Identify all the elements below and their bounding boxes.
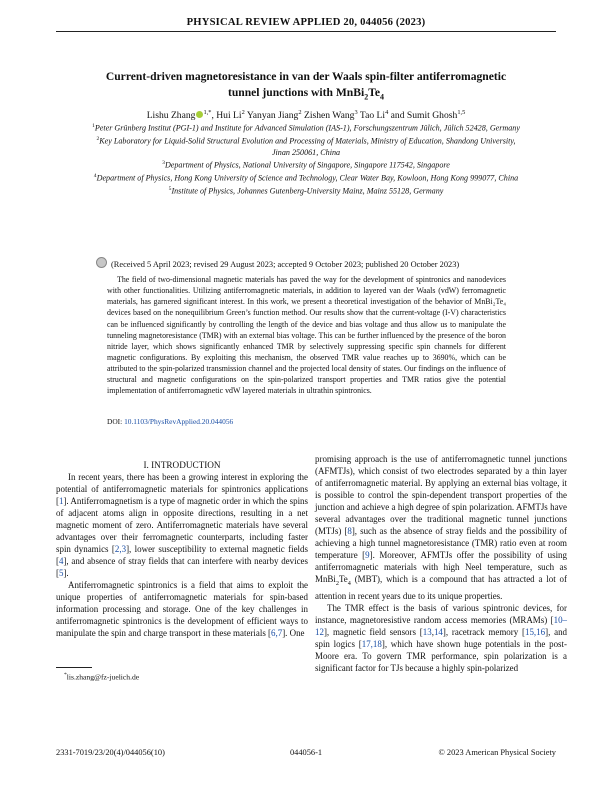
running-head: PHYSICAL REVIEW APPLIED 20, 044056 (2023) xyxy=(186,17,426,28)
citation-link[interactable]: 4 xyxy=(58,556,64,566)
citation-link[interactable]: 15,16 xyxy=(524,626,546,637)
doi-label: DOI: xyxy=(107,417,123,426)
left-column xyxy=(56,459,308,639)
citation-link[interactable]: 1 xyxy=(58,496,64,506)
paragraph: In recent years, there has been a growing interest in exploring the potential of antiferromagnetic materials for spintronics applications [1]. Antiferromagnetism is a type of magnetic order in which the spins of adjacent atoms align in opposite directions, resulting in a net magnetic moment of zero. Antiferromagnetic materials have several advantages over their ferromagnetic counterparts, including faster spin dynamics [2,3], lower susceptibility to external magnetic fields [4], and absence of stray fields that can interfere with nearby devices [5]. xyxy=(56,472,308,578)
corresponding-author-footnote: *lis.zhang@fz-juelich.de xyxy=(64,672,140,682)
publication-dates: (Received 5 April 2023; revised 29 August 2023; accepted 9 October 2023; published 20 October 2023) xyxy=(96,257,526,269)
citation-link[interactable]: 17,18 xyxy=(361,638,382,649)
citation-link[interactable]: 5 xyxy=(58,568,64,578)
right-column xyxy=(315,453,567,674)
footnote-rule xyxy=(56,667,92,668)
author: Yanyan Jiang$^2$ xyxy=(246,109,302,122)
title-line-2: tunnel junctions with $MnBi_2Te_4$ xyxy=(227,85,385,101)
citation-link[interactable]: 9 xyxy=(365,550,370,560)
footer-issn: 2331-7019/23/20(4)/044056(10) xyxy=(56,748,165,757)
author: Hui Li$^2$ xyxy=(216,109,245,122)
abstract: The field of two-dimensional magnetic materials has paved the way for the development of spintronics and nanodevices with other functionalities. Utilizing antiferromagnetic materials, in addition to layered van der Waals (vdW) ferromagnetic materials, has garnered significant interest. In this work, we present a theoretical investigation of the behavior of MnBi₂Te₄ devices based on the nonequilibrium Green’s function method. Our results show that the current-voltage (I-V) characteristics can be influenced significantly by controlling the length of the device and bias voltage and thus allow us to manipulate the tunneling magnetoresistance (TMR) with an external bias voltage. This can be further influenced by the presence of the boron nitride layer, which shows significantly enhanced TMR by selectively suppressing specific spin channels for different magnetic configurations. By exploiting this mechanism, the observed TMR value reaches up to 3690%, which can be attributed to the spin-polarized transmission channel and the projected local density of states. Our findings on the influence of structural and magnetic configurations on the spin-polarized transport properties and TMR ratios give the potential implementation of antiferromagnetic vdW layered materials in ultrathin spintronics. xyxy=(107,275,506,396)
doi-link[interactable]: 10.1103/PhysRevApplied.20.044056 xyxy=(124,417,234,426)
title-line-1: Current-driven magnetoresistance in van der Waals spin-filter antiferromagnetic xyxy=(105,70,507,83)
author: Sumit Ghosh$^{1,5}$ xyxy=(406,109,466,122)
author[interactable]: Lishu Zhang $^{1,*}$ xyxy=(146,109,212,122)
affiliation: $^2$Key Laboratory for Liquid-Solid Structural Evolution and Processing of Materials, Ministry of Education, Shandong University, Jinan 250061, China xyxy=(96,135,516,157)
footer-page-number: 044056-1 xyxy=(289,748,323,757)
crossmark-icon[interactable] xyxy=(96,257,107,268)
paragraph: The TMR effect is the basis of various spintronic devices, for instance, magnetoresistive random access memories (MRAMs) [10–12], magnetic field sensors [13,14], racetrack memory [15,16], and spin logics [17,18], which have shown huge potentials in the post-Moore era. To govern TMR performance, spin polarization is a significant factor for TJs because a highly spin-polarized xyxy=(315,602,568,673)
citation-link[interactable]: 14 xyxy=(433,626,443,637)
affiliation-list xyxy=(90,121,522,197)
author: Tao Li$^4$ xyxy=(359,109,389,122)
affiliation: $^5$Institute of Physics, Johannes Gutenberg-University Mainz, Mainz 55128, Germany xyxy=(168,185,444,196)
header-rule xyxy=(56,31,556,32)
citation-link[interactable]: 2,3 xyxy=(114,544,127,554)
section-heading: I. INTRODUCTION xyxy=(143,460,221,470)
affiliation: $^3$Department of Physics, National University of Singapore, Singapore 117542, Singapore xyxy=(162,159,450,170)
author: Zishen Wang$^3$ xyxy=(303,109,358,122)
footer-copyright: © 2023 American Physical Society xyxy=(438,748,556,757)
affiliation: $^1$Peter Grünberg Institut (PGI-1) and Institute for Advanced Simulation (IAS-1), Forschungszentrum Jülich, Jülich 52428, Germany xyxy=(92,123,520,133)
citation-link[interactable]: 13 xyxy=(422,626,432,637)
affiliation: $^4$Department of Physics, Hong Kong University of Science and Technology, Clear Water Bay, Kowloon, Hong Kong 999077, China xyxy=(93,172,519,183)
citation-link[interactable]: 10–12 xyxy=(315,614,567,637)
citation-link[interactable]: 8 xyxy=(347,526,352,536)
doi-line xyxy=(107,417,233,426)
citation-link[interactable]: 6,7 xyxy=(271,628,283,638)
paragraph: Antiferromagnetic spintronics is a field that aims to exploit the unique properties of antiferromagnetic materials for spin-based information processing and storage. One of the key challenges in antiferromagnetic spintronics is the development of efficient ways to manipulate the spin and charge transport in these materials [6,7]. One xyxy=(56,580,308,638)
paper-title xyxy=(80,69,532,105)
author-list: Lishu Zhang $^{1,*}$, Hui Li$^2$ Yanyan Jiang$^2$ Zishen Wang$^3$ Tao Li$^4$ and Sumit Ghosh$^{1,5}$ xyxy=(146,109,466,122)
paragraph: promising approach is the use of antiferromagnetic tunnel junctions (AFMTJs), which consist of two electrodes separated by a thin layer of antiferromagnetic material. By applying an external bias voltage, it is possible to control the spin-dependent transport properties of the junction and achieve a high degree of spin polarization. AFMTJs have several advantages over the traditional magnetic tunnel junctions (MTJs) [8], such as the absence of stray fields and the possibility of achieving a high tunnel magnetoresistance (TMR) ratio even at room temperature [9]. Moreover, AFMTJs offer the possibility of using antiferromagnetic materials with high Neel temperature, such as $MnBi_2Te_4$ (MBT), which is a compound that has attracted a lot of attention in recent years due to its unique properties. xyxy=(315,454,567,601)
email-link[interactable]: lis.zhang@fz-juelich.de xyxy=(66,672,140,682)
